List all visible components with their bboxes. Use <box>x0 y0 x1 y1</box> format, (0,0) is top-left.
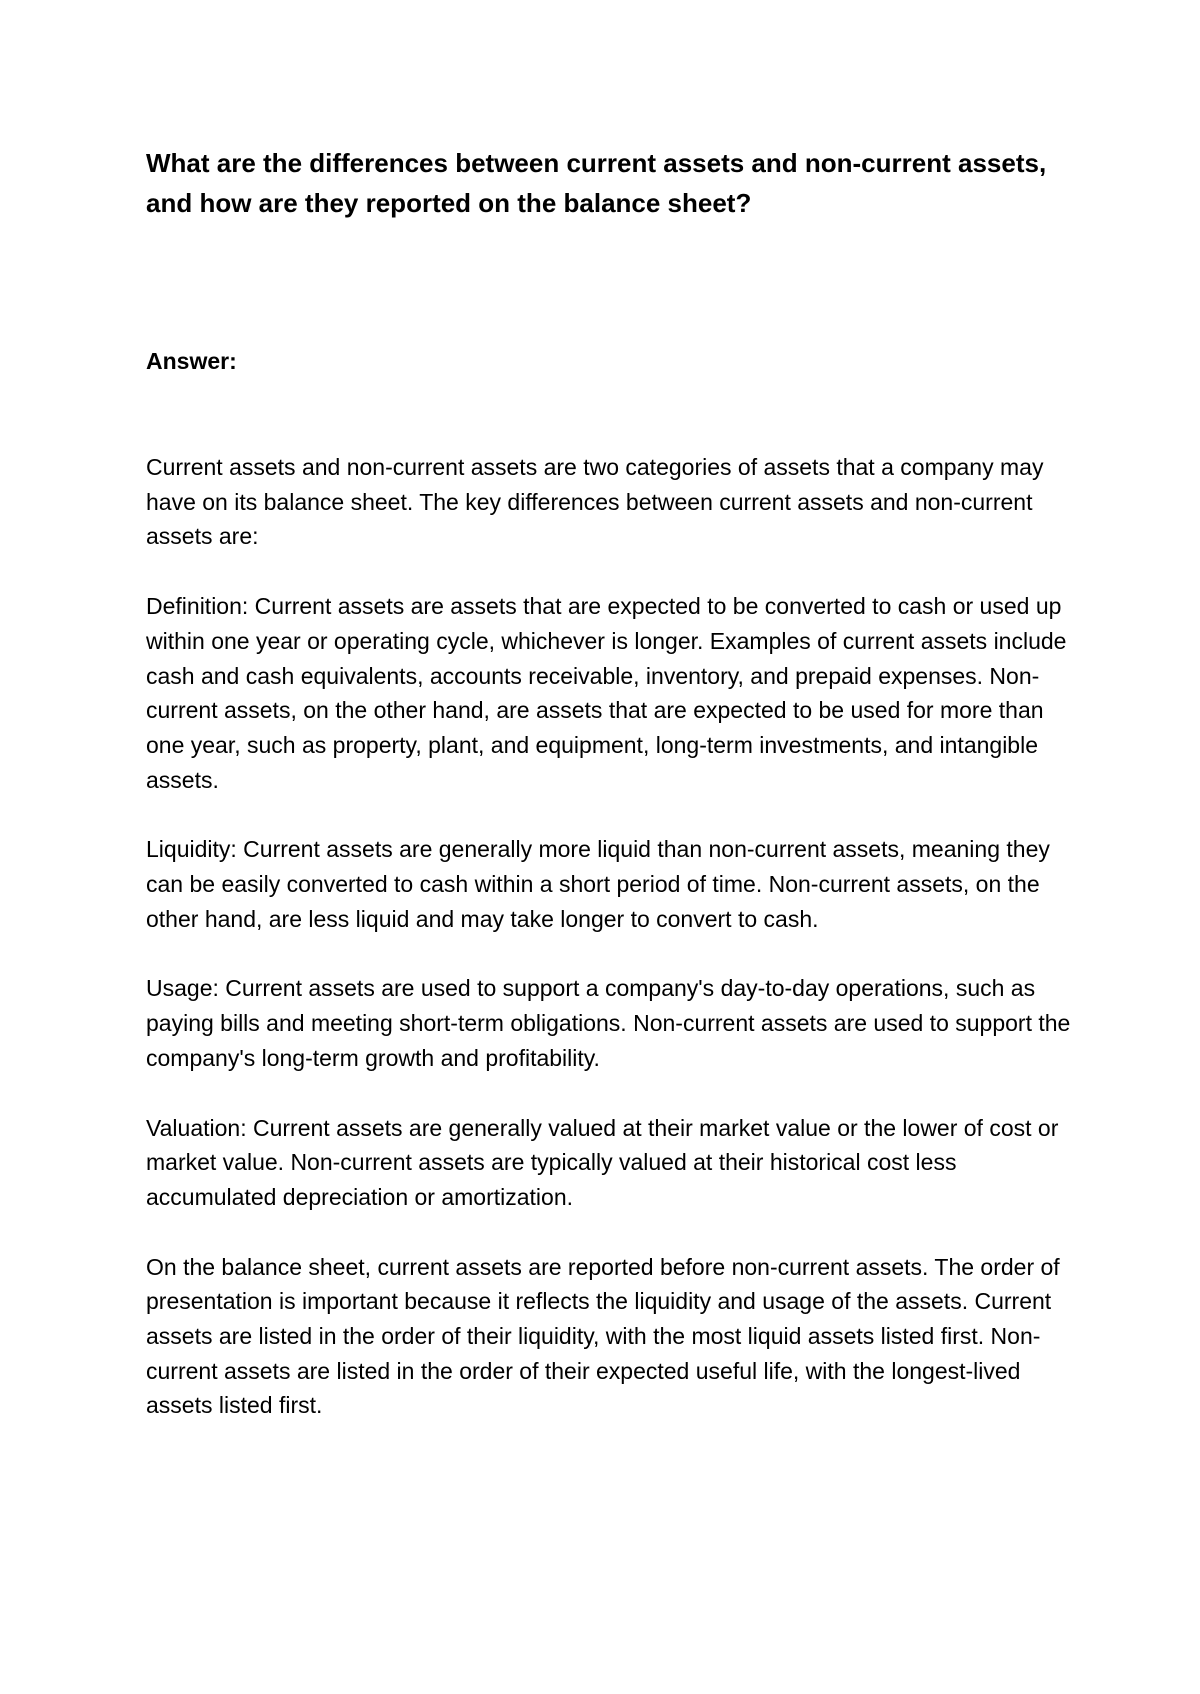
answer-body <box>146 450 1081 1458</box>
definition-paragraph: Definition: Current assets are assets that are expected to be converted to cash or used up within one year or operating cycle, whichever is longer. Examples of current assets include cash and cash equivalents, accounts receivable, inventory, and prepaid expenses. Non-current assets, on the other hand, are assets that are expected to be used for more than one year, such as property, plant, and equipment, long-term investments, and intangible assets. <box>146 593 1067 793</box>
answer-label: Answer: <box>146 348 237 374</box>
question-title: What are the differences between current assets and non-current assets, and how are they reported on the balance sheet? <box>146 148 1047 218</box>
intro-paragraph: Current assets and non-current assets are two categories of assets that a company may have on its balance sheet. The key differences between current assets and non-current assets are: <box>146 454 1044 550</box>
usage-paragraph: Usage: Current assets are used to support a company's day-to-day operations, such as paying bills and meeting short-term obligations. Non-current assets are used to support the company's long-term growth and profitability. <box>146 975 1071 1071</box>
valuation-paragraph: Valuation: Current assets are generally valued at their market value or the lower of cost or market value. Non-current assets are typically valued at their historical cost less accumulated depreciation or amortization. <box>146 1114 1059 1210</box>
liquidity-paragraph: Liquidity: Current assets are generally more liquid than non-current assets, meaning they can be easily converted to cash within a short period of time. Non-current assets, on the other hand, are less liquid and may take longer to convert to cash. <box>146 836 1050 932</box>
balance-sheet-paragraph: On the balance sheet, current assets are reported before non-current assets. The order of presentation is important because it reflects the liquidity and usage of the assets. Current assets are listed in the order of their liquidity, with the most liquid assets listed first. Non-current assets are listed in the order of their expected useful life, with the longest-lived assets listed first. <box>146 1253 1060 1419</box>
